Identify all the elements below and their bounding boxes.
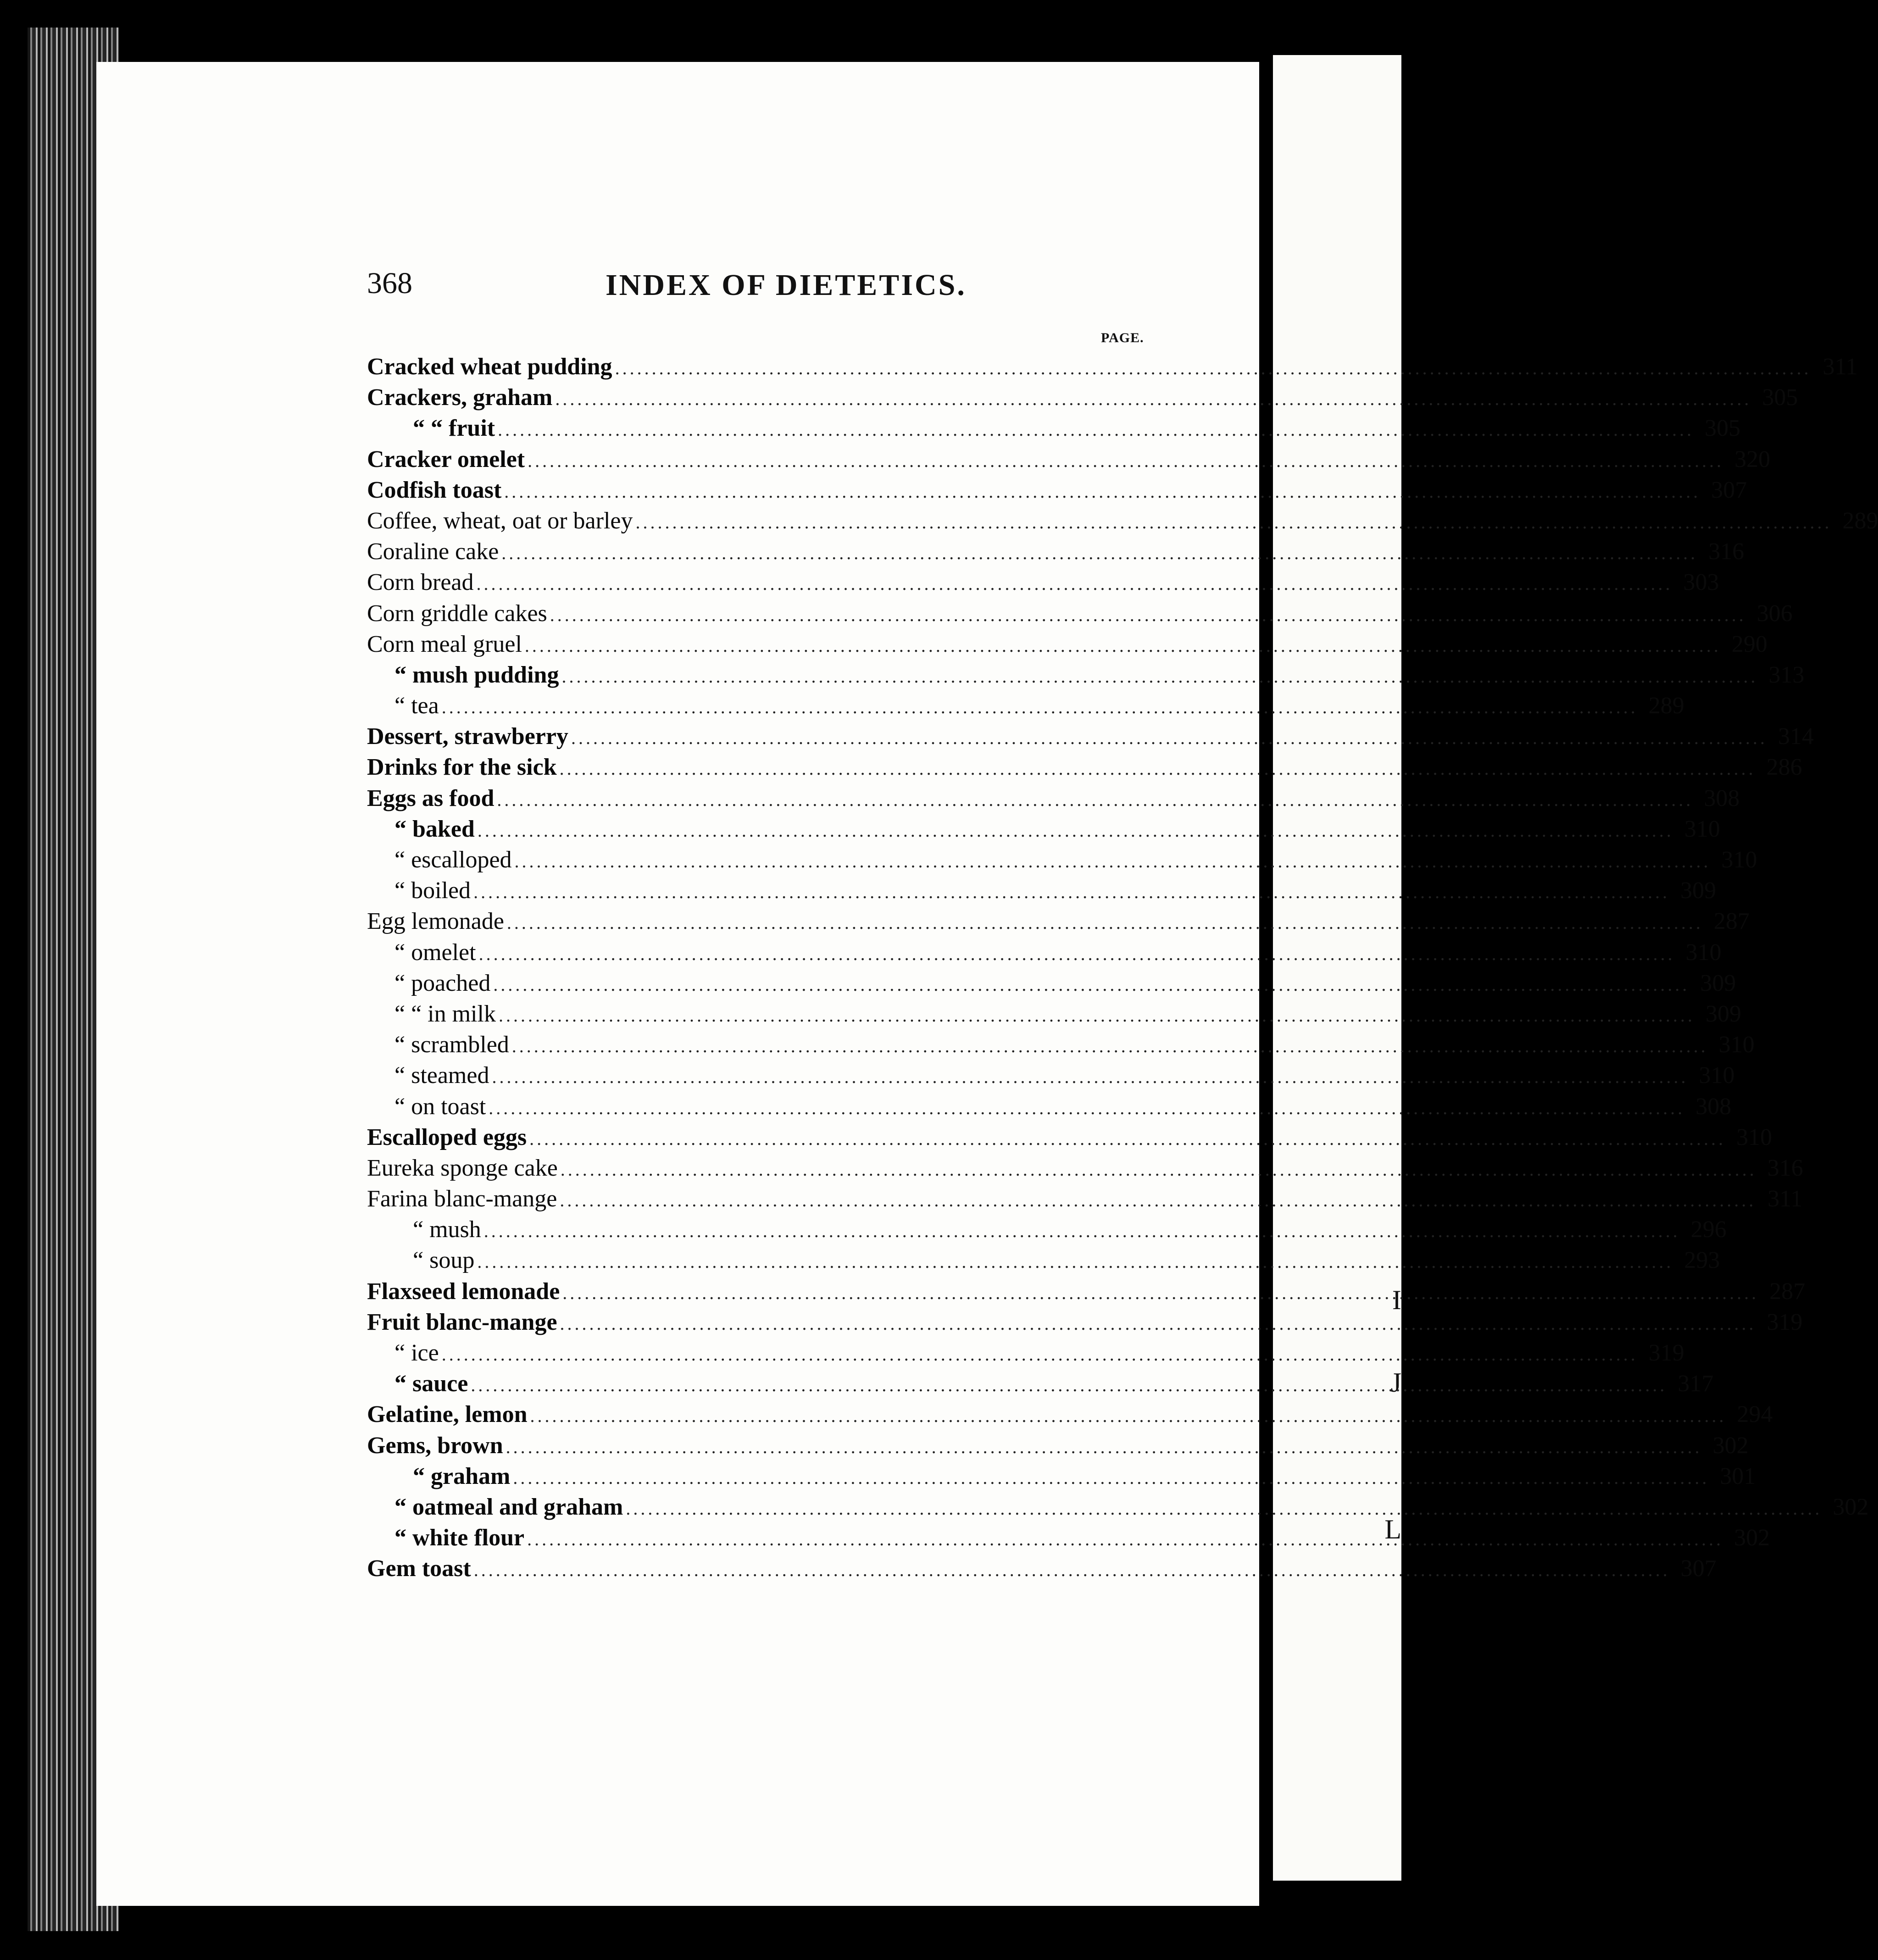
- entry-text: “ escalloped: [394, 847, 512, 873]
- entry-text: Gelatine, lemon: [367, 1401, 528, 1428]
- entry-page-number: 306: [1756, 600, 1793, 627]
- entry-page-number: 289: [1648, 693, 1684, 719]
- dot-leader: [550, 604, 1746, 626]
- entry-text: Eureka sponge cake: [367, 1155, 558, 1181]
- index-entry: [367, 446, 1771, 477]
- index-entry: [367, 661, 1805, 692]
- index-entry: [367, 877, 1717, 908]
- index-entry: [367, 538, 1745, 569]
- entry-page-number: 314: [1778, 723, 1814, 750]
- index-entry: [367, 1216, 1727, 1247]
- entry-text: “ oatmeal and graham: [394, 1494, 623, 1520]
- dot-leader: [527, 1528, 1723, 1550]
- entry-page-number: 302: [1833, 1494, 1869, 1520]
- entry-page-number: 309: [1700, 970, 1736, 996]
- index-entry: [367, 1309, 1803, 1339]
- dot-leader: [507, 912, 1703, 933]
- entry-text: “ boiled: [394, 877, 471, 904]
- entry-page-number: 317: [1678, 1371, 1714, 1397]
- entry-page-number: 320: [1734, 446, 1771, 472]
- entry-page-number: 303: [1683, 569, 1719, 596]
- entry-text: Gems, brown: [367, 1432, 503, 1459]
- entry-text: “ steamed: [394, 1062, 489, 1089]
- index-entry: [367, 1463, 1756, 1494]
- index-entry: [367, 1031, 1755, 1062]
- dot-leader: [442, 696, 1638, 718]
- dot-leader: [571, 727, 1767, 749]
- dot-leader: [560, 1313, 1756, 1334]
- index-entry: [367, 1370, 1714, 1401]
- dot-leader: [479, 943, 1675, 965]
- entry-page-number: 286: [1766, 754, 1802, 781]
- entry-text: “ on toast: [394, 1093, 486, 1120]
- entry-page-number: 305: [1705, 415, 1741, 442]
- entry-text: “ “ fruit: [413, 415, 495, 442]
- entry-page-number: 311: [1767, 1186, 1803, 1212]
- entry-page-number: 311: [1822, 354, 1858, 380]
- entry-text: Egg lemonade: [367, 908, 504, 935]
- dot-leader: [555, 388, 1751, 410]
- index-entry: [367, 1185, 1803, 1216]
- entry-text: “ mush pudding: [394, 661, 559, 688]
- entry-text: “ omelet: [394, 939, 476, 966]
- dot-leader: [529, 1128, 1726, 1149]
- entry-text: Eggs as food: [367, 785, 495, 811]
- index-entry: [367, 507, 1878, 538]
- index-entries: [367, 353, 1878, 1586]
- entry-page-number: 301: [1720, 1463, 1756, 1489]
- dot-leader: [515, 850, 1711, 872]
- entry-page-number: 316: [1767, 1155, 1803, 1181]
- entry-text: “ graham: [413, 1463, 511, 1489]
- dot-leader: [471, 1374, 1667, 1396]
- index-entry: [367, 1124, 1772, 1155]
- entry-page-number: 310: [1699, 1062, 1735, 1089]
- book-page: [96, 62, 1878, 1906]
- dot-leader: [525, 635, 1721, 656]
- dot-leader: [492, 1066, 1688, 1088]
- entry-text: “ white flour: [394, 1525, 525, 1551]
- entry-page-number: 287: [1769, 1278, 1806, 1305]
- index-entry: [367, 908, 1750, 938]
- dot-leader: [489, 1097, 1685, 1119]
- facing-page-letter: J: [1390, 1367, 1401, 1398]
- index-entry: [367, 1062, 1735, 1093]
- entry-text: Corn meal gruel: [367, 631, 522, 657]
- index-entry: [367, 1155, 1803, 1185]
- dot-leader: [528, 450, 1724, 472]
- entry-text: “ ice: [394, 1340, 439, 1366]
- index-entry: [367, 970, 1736, 1000]
- facing-page-letter: L: [1384, 1514, 1401, 1544]
- index-entry: [367, 353, 1858, 384]
- entry-page-number: 307: [1711, 477, 1747, 503]
- index-entry: [367, 569, 1719, 600]
- entry-page-number: 310: [1718, 1032, 1755, 1058]
- index-entry: [367, 600, 1793, 631]
- index-entry: [367, 1093, 1732, 1124]
- dot-leader: [497, 789, 1693, 811]
- entry-text: Fruit blanc-mange: [367, 1309, 557, 1335]
- entry-page-number: 308: [1695, 1093, 1732, 1120]
- dot-leader: [562, 1282, 1759, 1304]
- entry-text: “ scrambled: [394, 1032, 509, 1058]
- dot-leader: [530, 1405, 1727, 1427]
- index-entry: [367, 1000, 1741, 1031]
- dot-leader: [561, 666, 1758, 687]
- dot-leader: [498, 419, 1694, 440]
- index-entry: [367, 477, 1747, 507]
- entry-text: Flaxseed lemonade: [367, 1278, 560, 1305]
- entry-text: “ sauce: [394, 1371, 468, 1397]
- entry-text: Coffee, wheat, oat or barley: [367, 507, 633, 534]
- entry-page-number: 287: [1713, 908, 1750, 935]
- entry-text: Escalloped eggs: [367, 1124, 527, 1150]
- dot-leader: [626, 1498, 1822, 1519]
- entry-text: Gem toast: [367, 1555, 471, 1582]
- index-entry: [367, 1524, 1770, 1555]
- dot-leader: [506, 1436, 1702, 1458]
- entry-page-number: 294: [1737, 1401, 1773, 1428]
- dot-leader: [493, 974, 1689, 995]
- entry-text: Coraline cake: [367, 539, 499, 565]
- index-entry: [367, 1278, 1806, 1309]
- running-header: [367, 266, 1275, 312]
- dot-leader: [477, 1251, 1673, 1272]
- index-entry: [367, 816, 1720, 846]
- dot-leader: [478, 820, 1674, 841]
- entry-page-number: 309: [1680, 877, 1717, 904]
- page-number: 368: [367, 267, 412, 300]
- page-title: INDEX OF DIETETICS.: [606, 268, 967, 302]
- entry-page-number: 310: [1685, 939, 1722, 966]
- entry-text: “ baked: [394, 816, 475, 842]
- entry-page-number: 319: [1767, 1309, 1803, 1335]
- entry-page-number: 307: [1680, 1555, 1717, 1582]
- entry-page-number: 305: [1762, 384, 1798, 411]
- entry-text: Drinks for the sick: [367, 754, 557, 781]
- dot-leader: [499, 1005, 1695, 1026]
- entry-page-number: 313: [1768, 661, 1805, 688]
- dot-leader: [513, 1467, 1709, 1488]
- entry-text: Crackers, graham: [367, 384, 553, 411]
- entry-page-number: 302: [1712, 1432, 1749, 1459]
- index-entry: [367, 1555, 1717, 1586]
- index-entry: [367, 692, 1684, 723]
- index-entry: [367, 723, 1814, 754]
- dot-leader: [474, 1559, 1670, 1581]
- dot-leader: [635, 511, 1832, 533]
- entry-page-number: 310: [1684, 816, 1720, 842]
- dot-leader: [560, 1189, 1756, 1211]
- dot-leader: [560, 758, 1756, 779]
- index-entry: [367, 415, 1741, 445]
- entry-text: “ poached: [394, 970, 491, 996]
- entry-text: Corn bread: [367, 569, 474, 596]
- entry-text: “ soup: [413, 1247, 475, 1274]
- index-entry: [367, 1247, 1720, 1277]
- entry-page-number: 293: [1684, 1247, 1720, 1274]
- entry-page-number: 308: [1704, 785, 1740, 811]
- entry-text: Dessert, strawberry: [367, 723, 568, 750]
- dot-leader: [442, 1344, 1638, 1365]
- entry-page-number: 316: [1708, 539, 1745, 565]
- dot-leader: [615, 357, 1811, 379]
- entry-text: “ tea: [394, 693, 439, 719]
- facing-page-edge: [1273, 55, 1401, 1881]
- entry-page-number: 302: [1734, 1525, 1770, 1551]
- entry-page-number: 289: [1842, 507, 1878, 534]
- entry-text: “ “ in milk: [394, 1000, 496, 1027]
- entry-page-number: 309: [1705, 1000, 1741, 1027]
- entry-page-number: 290: [1731, 631, 1767, 657]
- dot-leader: [473, 881, 1670, 903]
- dot-leader: [512, 1035, 1708, 1057]
- dot-leader: [476, 573, 1672, 594]
- index-entry: [367, 1432, 1749, 1463]
- index-entry: [367, 1401, 1773, 1432]
- entry-text: Codfish toast: [367, 477, 502, 503]
- facing-page-letter: I: [1392, 1285, 1401, 1315]
- dot-leader: [501, 542, 1698, 564]
- entry-page-number: 319: [1648, 1340, 1684, 1366]
- entry-page-number: 310: [1736, 1124, 1772, 1150]
- index-entry: [367, 1494, 1869, 1524]
- index-entry: [367, 384, 1798, 415]
- entry-text: Cracker omelet: [367, 446, 525, 472]
- index-entry: [367, 846, 1757, 877]
- page-column-label: PAGE.: [1101, 330, 1144, 345]
- index-entry: [367, 754, 1802, 784]
- dot-leader: [484, 1220, 1680, 1242]
- index-entry: [367, 785, 1740, 816]
- entry-text: Farina blanc-mange: [367, 1186, 557, 1212]
- entry-text: Cracked wheat pudding: [367, 354, 612, 380]
- index-entry: [367, 631, 1767, 661]
- entry-page-number: 310: [1721, 847, 1757, 873]
- entry-text: “ mush: [413, 1216, 481, 1243]
- dot-leader: [504, 481, 1700, 502]
- dot-leader: [561, 1159, 1757, 1180]
- index-entry: [367, 1339, 1684, 1370]
- entry-page-number: 296: [1690, 1216, 1727, 1243]
- index-entry: [367, 939, 1722, 970]
- entry-text: Corn griddle cakes: [367, 600, 547, 627]
